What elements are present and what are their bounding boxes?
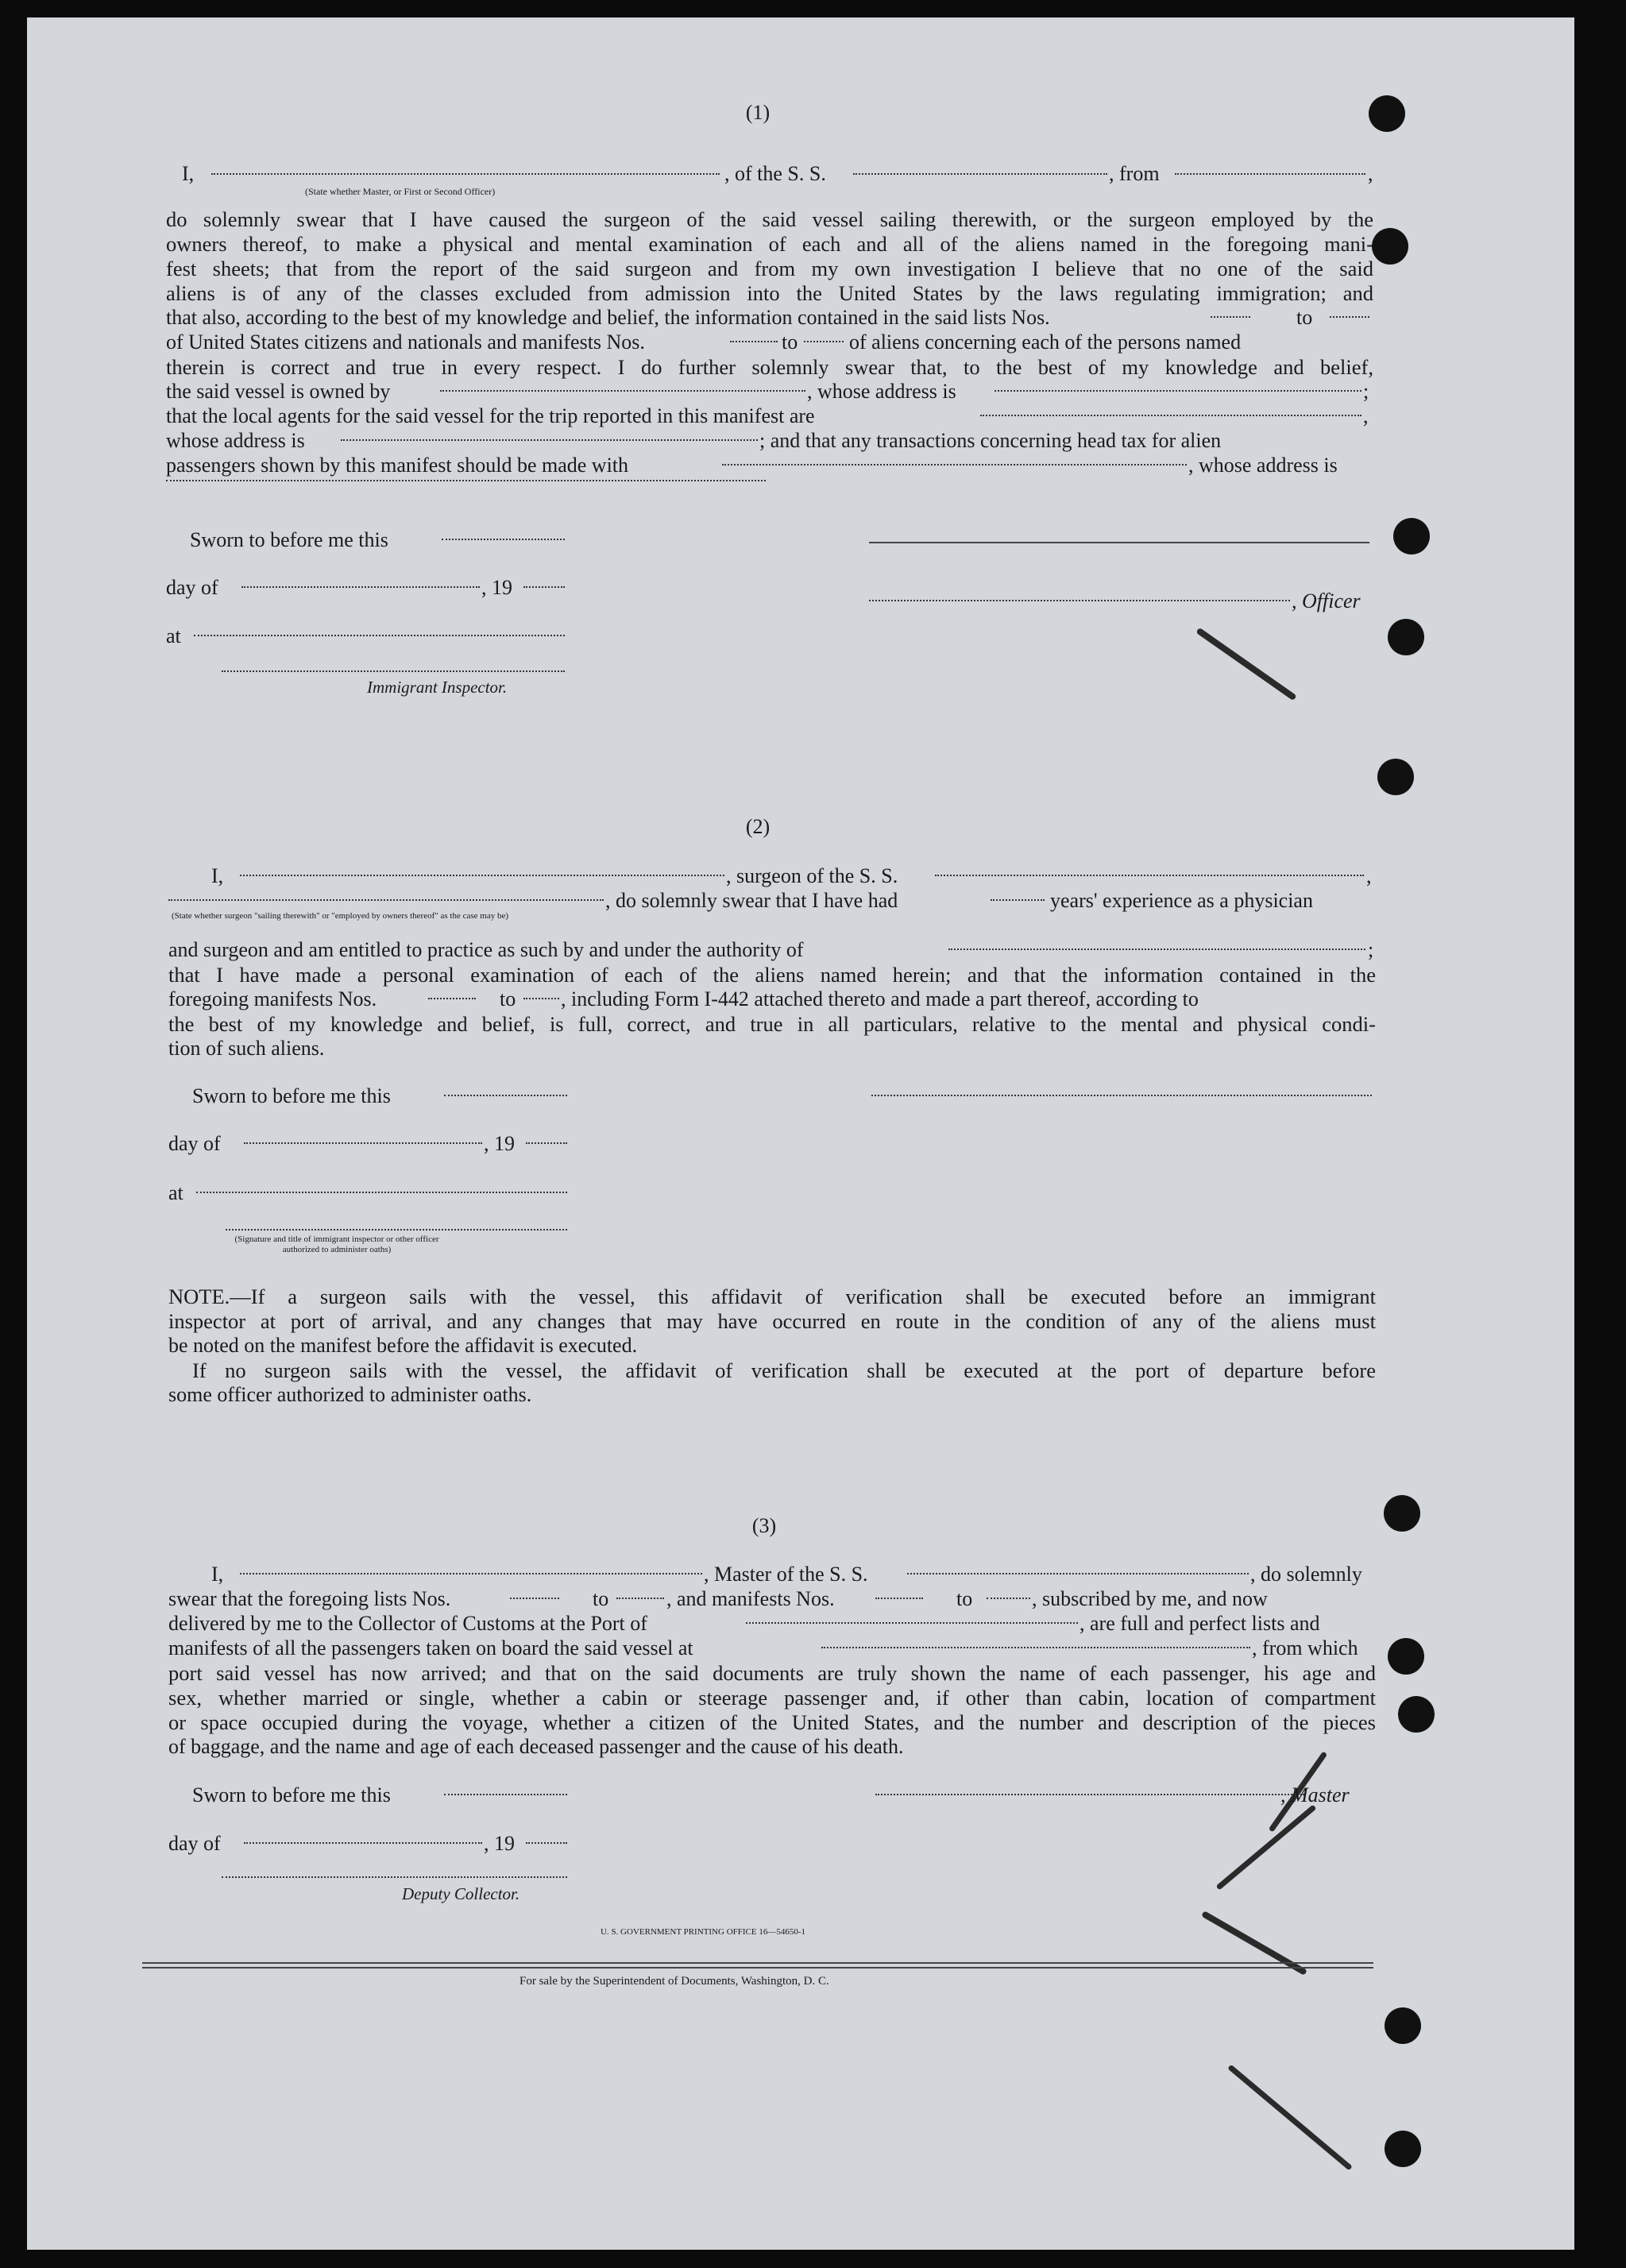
- vessel-name-field[interactable]: [853, 173, 1107, 175]
- solemnly-swear-text: , do solemnly swear that I have had: [605, 889, 898, 912]
- officer-label: , Officer: [1292, 589, 1361, 612]
- note-line: some officer authorized to administer oaths.: [168, 1383, 532, 1406]
- manifests-text: of United States citizens and nationals and manifests Nos.: [166, 330, 645, 354]
- sworn-text: Sworn to before me this: [192, 1783, 391, 1806]
- inspector-signature-field[interactable]: [222, 670, 565, 672]
- body-line: port said vessel has now arrived; and that on the said documents are truly shown the name of each passenger, his age and: [168, 1661, 1376, 1685]
- years-experience-text: years' experience as a physician: [1050, 889, 1313, 912]
- lists-text: that also, according to the best of my knowledge and belief, the information contained in the said lists Nos.: [166, 306, 1050, 329]
- master-name-field[interactable]: [240, 1573, 702, 1574]
- body-line: or space occupied during the voyage, whether a citizen of the United States, and the number and description of the pieces: [168, 1710, 1376, 1734]
- manifest-to-field[interactable]: [523, 998, 559, 999]
- body-line: do solemnly swear that I have caused the surgeon of the said vessel sailing therewith, or the surgeon employed by the: [166, 207, 1373, 231]
- years-field[interactable]: [991, 899, 1045, 901]
- body-line: aliens is of any of the classes excluded from admission into the United States by the laws regulating immigration; and: [166, 281, 1373, 305]
- agents-field[interactable]: [980, 415, 1361, 416]
- punch-hole: [1393, 518, 1430, 554]
- sworn-text: Sworn to before me this: [190, 528, 388, 551]
- sworn-day-field[interactable]: [442, 539, 565, 540]
- agents-address-field[interactable]: [341, 439, 758, 441]
- sworn-text: Sworn to before me this: [192, 1084, 391, 1107]
- day-of-text: day of: [168, 1132, 221, 1155]
- month-field[interactable]: [244, 1842, 482, 1844]
- sworn-day-field[interactable]: [444, 1794, 567, 1795]
- manifests-text: foregoing manifests Nos.: [168, 987, 377, 1010]
- to-text: to: [500, 987, 516, 1010]
- year-field[interactable]: [523, 586, 565, 588]
- year-field[interactable]: [526, 1842, 567, 1844]
- do-solemnly-text: , do solemnly: [1250, 1563, 1362, 1586]
- manifests-from-field[interactable]: [875, 1598, 923, 1599]
- port-field[interactable]: [746, 1622, 1078, 1624]
- lists-from-field[interactable]: [1211, 316, 1250, 318]
- note-line: NOTE.—If a surgeon sails with the vessel, this affidavit of verification shall be executed before an immigrant: [168, 1285, 1376, 1308]
- pencil-mark: [1201, 1911, 1307, 1976]
- surgeon-note: (State whether surgeon "sailing therewith" or "employed by owners thereof" as the case may be): [172, 911, 509, 921]
- lists-to-field[interactable]: [1330, 316, 1369, 318]
- master-name-field[interactable]: [211, 173, 720, 175]
- agents-text: that the local agents for the said vessel for the trip reported in this manifest are: [166, 404, 815, 427]
- manifest-from-field[interactable]: [428, 998, 476, 999]
- officer-title-field[interactable]: [869, 600, 1290, 601]
- manifests-text: , and manifests Nos.: [666, 1587, 835, 1610]
- body-line: tion of such aliens.: [168, 1037, 325, 1060]
- body-line: of baggage, and the name and age of each deceased passenger and the cause of his death.: [168, 1735, 904, 1758]
- punch-hole: [1377, 759, 1414, 795]
- surgeon-status-field[interactable]: [168, 899, 604, 901]
- section-3-number: (3): [751, 1514, 777, 1537]
- year-prefix: , 19: [484, 1832, 515, 1855]
- whose-address-text: , whose address is: [1188, 454, 1338, 477]
- sale-notice: For sale by the Superintendent of Documents, Washington, D. C.: [519, 1975, 829, 1988]
- note-line: If no surgeon sails with the vessel, the affidavit of verification shall be executed at the port of departure before: [192, 1358, 1376, 1382]
- signature-note: (Signature and title of immigrant inspector or other officer authorized to administer oaths): [234, 1234, 439, 1254]
- at-text: at: [166, 624, 181, 647]
- owner-field[interactable]: [440, 390, 805, 392]
- collector-text: delivered by me to the Collector of Customs at the Port of: [168, 1612, 647, 1635]
- manifests-text-b: of aliens concerning each of the persons named: [849, 330, 1242, 354]
- manifests-all-text: manifests of all the passengers taken on board the said vessel at: [168, 1636, 693, 1659]
- pencil-mark: [1215, 1804, 1316, 1890]
- vessel-name-field[interactable]: [907, 1573, 1249, 1574]
- manifests-to-field[interactable]: [987, 1598, 1030, 1599]
- day-of-text: day of: [166, 576, 218, 599]
- text-i: I,: [211, 1563, 224, 1586]
- footer-rule: [142, 1962, 1373, 1964]
- pencil-mark: [1195, 628, 1296, 701]
- owner-address-field[interactable]: [995, 390, 1361, 392]
- note-line: inspector at port of arrival, and any changes that may have occurred en route in the condition of any of the aliens must: [168, 1309, 1376, 1333]
- form-page: [27, 17, 1574, 2250]
- surgeon-vessel-field[interactable]: [935, 875, 1364, 876]
- body-line: owners thereof, to make a physical and mental examination of each and all of the aliens named in the foregoing mani-: [166, 232, 1373, 256]
- punch-hole: [1384, 1495, 1420, 1532]
- to-text: to: [1296, 306, 1313, 329]
- at-place-field[interactable]: [194, 635, 565, 636]
- inspector-label: Immigrant Inspector.: [367, 678, 508, 697]
- master-note: (State whether Master, or First or Second Officer): [305, 186, 496, 197]
- punch-hole: [1372, 228, 1408, 265]
- master-signature-field[interactable]: [875, 1794, 1304, 1795]
- punch-hole: [1388, 1638, 1424, 1675]
- master-of-ss-text: , Master of the S. S.: [704, 1563, 868, 1586]
- text-from: , from: [1109, 162, 1160, 185]
- year-prefix: , 19: [484, 1132, 515, 1155]
- form-i442-text: , including Form I-442 attached thereto and made a part thereof, according to: [561, 987, 1199, 1010]
- authority-field[interactable]: [948, 949, 1365, 950]
- to-text: to: [956, 1587, 973, 1610]
- section-1-number: (1): [745, 101, 771, 124]
- whose-text: whose address is: [166, 429, 305, 452]
- day-of-text: day of: [168, 1832, 221, 1855]
- surgeon-name-field[interactable]: [240, 875, 724, 876]
- punch-hole: [1385, 2131, 1421, 2167]
- to-text: to: [593, 1587, 609, 1610]
- comma: ,: [1366, 864, 1372, 887]
- year-field[interactable]: [526, 1142, 567, 1144]
- head-tax-text: ; and that any transactions concerning head tax for alien: [759, 429, 1222, 452]
- punch-hole: [1369, 95, 1405, 132]
- manifests-from-field[interactable]: [730, 341, 778, 342]
- manifests-to-field[interactable]: [804, 341, 844, 342]
- perfect-lists-text: , are full and perfect lists and: [1079, 1612, 1320, 1635]
- master-label: , Master: [1280, 1783, 1350, 1806]
- at-place-field[interactable]: [196, 1192, 567, 1193]
- text-i: I,: [182, 162, 195, 185]
- lists-from-field[interactable]: [510, 1598, 559, 1599]
- lists-text: swear that the foregoing lists Nos.: [168, 1587, 451, 1610]
- comma: ,: [1368, 162, 1373, 185]
- head-tax-party-field[interactable]: [722, 464, 1187, 466]
- administering-officer-field[interactable]: [226, 1229, 567, 1231]
- month-field[interactable]: [244, 1142, 482, 1144]
- passengers-text: passengers shown by this manifest should be made with: [166, 454, 629, 477]
- port-from-field[interactable]: [1175, 173, 1365, 175]
- sworn-day-field[interactable]: [444, 1095, 567, 1096]
- authority-text: and surgeon and am entitled to practice as such by and under the authority of: [168, 938, 804, 961]
- semicolon: ;: [1368, 938, 1374, 961]
- head-tax-address-field[interactable]: [166, 480, 766, 481]
- punch-hole: [1385, 2007, 1421, 2044]
- lists-to-field[interactable]: [616, 1598, 664, 1599]
- gpo-imprint: U. S. GOVERNMENT PRINTING OFFICE 16—54650-1: [601, 1927, 806, 1937]
- from-which-text: , from which: [1252, 1636, 1358, 1659]
- owned-text: the said vessel is owned by: [166, 380, 391, 403]
- semicolon: ;: [1363, 380, 1369, 403]
- note-line: be noted on the manifest before the affidavit is executed.: [168, 1334, 638, 1357]
- officer-signature-line[interactable]: [869, 542, 1369, 543]
- text-of-ss: , of the S. S.: [724, 162, 826, 185]
- deputy-signature-field[interactable]: [222, 1876, 567, 1878]
- body-line: that I have made a personal examination of each of the aliens named herein; and that the information contained in the: [168, 963, 1376, 987]
- comma: ,: [1363, 404, 1369, 427]
- body-line: therein is correct and true in every respect. I do further solemnly swear that, to the best of my knowledge and belief,: [166, 355, 1373, 379]
- surgeon-signature-field[interactable]: [871, 1095, 1372, 1096]
- to-text: to: [782, 330, 798, 354]
- at-text: at: [168, 1181, 183, 1204]
- year-prefix: , 19: [481, 576, 512, 599]
- body-line: the best of my knowledge and belief, is full, correct, and true in all particulars, relative to the mental and physical condi-: [168, 1012, 1376, 1036]
- punch-hole: [1398, 1696, 1435, 1733]
- month-field[interactable]: [241, 586, 480, 588]
- body-line: sex, whether married or single, whether a cabin or steerage passenger and, if other than cabin, location of compartment: [168, 1686, 1376, 1710]
- subscribed-text: , subscribed by me, and now: [1032, 1587, 1268, 1610]
- section-2-number: (2): [745, 815, 771, 838]
- pencil-mark: [1227, 2065, 1353, 2171]
- deputy-label: Deputy Collector.: [402, 1884, 520, 1903]
- footer-rule: [142, 1967, 1373, 1969]
- text-i: I,: [211, 864, 224, 887]
- embarkation-port-field[interactable]: [821, 1647, 1250, 1648]
- whose-address-text: , whose address is: [807, 380, 956, 403]
- surgeon-of-ss-text: , surgeon of the S. S.: [726, 864, 898, 887]
- body-line: fest sheets; that from the report of the said surgeon and from my own investigation I believe that no one of the said: [166, 257, 1373, 280]
- punch-hole: [1388, 619, 1424, 655]
